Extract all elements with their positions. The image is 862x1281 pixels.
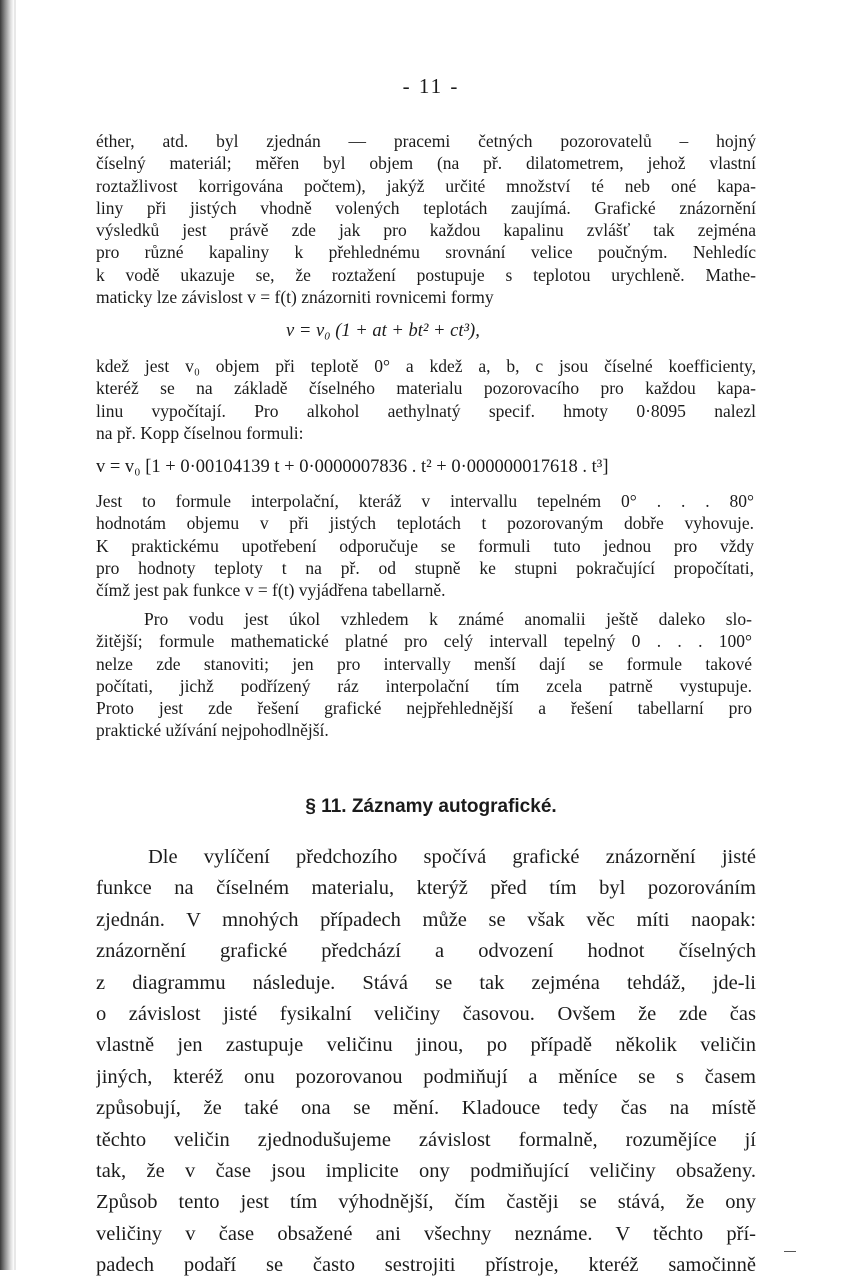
text-line: K praktickému upotřebení odporučuje se formuli tuto jednou pro vždy [96, 535, 754, 556]
text-line: Způsob tento jest tím výhodnější, čím častěji se stává, že ony [96, 1191, 756, 1214]
text-line: tak, že v čase jsou implicite ony podmiňující veličiny obsaženy. [96, 1159, 756, 1182]
text-line: k vodě ukazuje se, že roztažení postupuje s teplotou urychleně. Mathe- [96, 264, 756, 285]
text-line: hodnotám objemu v při jistých teplotách t pozorovaným dobře vyhovuje. [96, 513, 754, 534]
text-line: na př. Kopp číselnou formuli: [96, 422, 304, 443]
paragraph-1 [96, 130, 756, 308]
text-line: z diagrammu následuje. Stává se tak zejména tehdáž, jde-li [96, 971, 756, 994]
text-line: padech podaří se často sestrojiti přístroje, kteréž samočinně [96, 1254, 756, 1277]
text-line: výsledků jest právě zde jak pro každou kapalinu zvlášť tak zejména [96, 220, 756, 241]
formula-polynomial: v = v₀ (1 + at + bt² + ct³), [286, 321, 480, 341]
page-edge [14, 0, 16, 1270]
text-line: způsobují, že také ona se mění. Kladouce tedy čas na místě [96, 1097, 756, 1120]
section-heading: § 11. Záznamy autografické. [305, 796, 557, 817]
text-line: pro hodnoty teploty t na př. od stupně ke stupni pokračující propočítati, [96, 557, 754, 578]
text-line: funkce na číselném materialu, kterýž před tím byl pozorováním [96, 877, 756, 900]
paragraph-5 [96, 842, 756, 1281]
text-line: Jest to formule interpolační, kteráž v intervallu tepelném 0° . . . 80° [96, 491, 754, 511]
text-line: o závislost jisté fysikalní veličiny časovou. Ovšem že zde čas [96, 1002, 756, 1025]
text-line: Pro vodu jest úkol vzhledem k známé anomalii ještě daleko slo- [144, 609, 752, 629]
text-line: éther, atd. byl zjednán — pracemi četných pozorovatelů – hojný [96, 131, 756, 151]
paragraph-4 [96, 608, 752, 742]
text-line: roztažlivost korrigována počtem), jakýž určité množství té neb oné kapa- [96, 175, 756, 196]
page-number: - 11 - [402, 74, 460, 98]
text-line: veličiny v čase obsažené ani všechny neznáme. V těchto pří- [96, 1222, 756, 1245]
page-binding-shadow [0, 0, 14, 1270]
text-line: počítati, jichž podřízený ráz interpolační tím zcela patrně vystupuje. [96, 675, 752, 696]
text-line: kteréž se na základě číselného materialu pozorovacího pro každou kapa- [96, 378, 756, 399]
text-line: těchto veličin zjednodušujeme závislost formalně, rozumějíce jí [96, 1128, 756, 1151]
text-line: Dle vylíčení předchozího spočívá grafické znázornění jisté [148, 846, 756, 868]
formula-kopp: v = v₀ [1 + 0·00104139 t + 0·0000007836 . t² + 0·000000017618 . t³] [96, 457, 609, 477]
text-line: jiných, kteréž onu pozorovanou podmiňují a měníce se s časem [96, 1065, 756, 1088]
text-line: žitější; formule mathematické platné pro celý intervall tepelný 0 . . . 100° [96, 631, 752, 652]
margin-mark [784, 1251, 796, 1252]
text-line: vlastně jen zastupuje veličinu jinou, po případě několik veličin [96, 1034, 756, 1057]
text-line: zjednán. V mnohých případech může se však věc míti naopak: [96, 908, 756, 931]
text-line: nelze zde stanoviti; jen pro intervally menší dají se formule takové [96, 653, 752, 674]
text-line: číselný materiál; měřen byl objem (na př. dilatometrem, jehož vlastní [96, 153, 756, 174]
text-line: čímž jest pak funkce v = f(t) vyjádřena tabellarně. [96, 580, 446, 601]
text-line: liny při jistých vhodně volených teplotách zaujímá. Grafické znázornění [96, 197, 756, 218]
text-line: linu vypočítají. Pro alkohol aethylnatý specif. hmoty 0·8095 nalezl [96, 400, 756, 421]
text-line: praktické užívání nejpohodlnější. [96, 720, 329, 741]
text-line: pro různé kapaliny k přehlednému srovnání velice poučným. Nehledíc [96, 242, 756, 263]
paragraph-3 [96, 490, 754, 601]
text-line: maticky lze závislost v = f(t) znázorniti rovnicemi formy [96, 287, 494, 308]
text-line: Proto jest zde řešení grafické nejpřehlednější a řešení tabellarní pro [96, 698, 752, 719]
text-line: znázornění grafické předchází a odvození hodnot číselných [96, 940, 756, 963]
paragraph-2 [96, 355, 756, 444]
text-line: kdež jest v₀ objem při teplotě 0° a kdež a, b, c jsou číselné koefficienty, [96, 356, 756, 376]
